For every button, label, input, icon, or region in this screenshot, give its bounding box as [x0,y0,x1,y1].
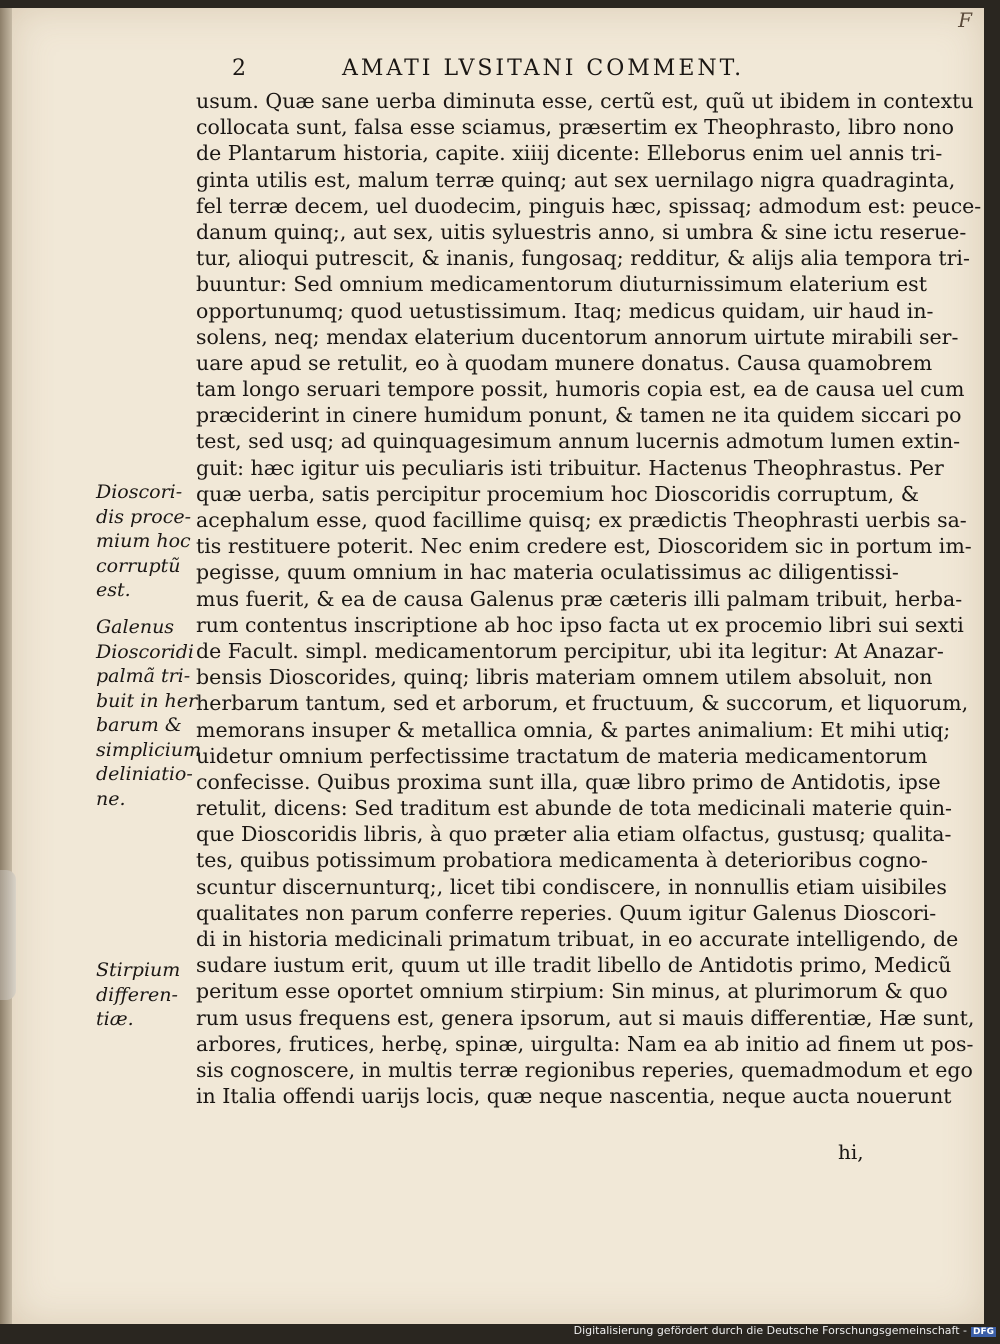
text-line: guit: hæc igitur uis peculiaris isti tribuitur. Hactenus Theophrastus. Per [196,455,944,480]
marginal-note-dioscorides [96,480,196,603]
marginal-note-line: buit in her [96,689,198,712]
text-line: fel terræ decem, uel duodecim, pinguis hæc, spissaq; admodum est: peuce- [196,193,982,218]
text-line: que Dioscoridis libris, à quo præter alia etiam olfactus, gustusq; qualita- [196,822,952,847]
marginal-note-stirpium [96,958,196,1032]
text-line: confecisse. Quibus proxima sunt illa, quæ libro primo de Antidotis, ipse [196,769,941,794]
marginal-note-line: Dioscoridi [96,640,194,663]
text-line: ginta utilis est, malum terræ quinq; aut sex uernilago nigra quadraginta, [196,167,956,192]
marginal-note-line: corruptũ [96,554,181,577]
text-line: bensis Dioscorides, quinq; libris materiam omnem utilem absoluit, non [196,665,933,690]
text-line: pegisse, quum omnium in hac materia oculatissimus ac diligentissi- [196,560,899,585]
page-header [232,52,812,86]
text-line: tis restituere poterit. Nec enim credere est, Dioscoridem sic in portum im- [196,534,972,559]
marginal-note-line: dis proce- [96,505,192,528]
text-line: di in historia medicinali primatum tribuat, in eo accurate intelligendo, de [196,927,959,951]
text-line: herbarum tantum, sed et arborum, et fructuum, & succorum, et liquorum, [196,691,969,716]
text-line: uare apud se retulit, eo à quodam munere donatus. Causa quamobrem [196,350,933,375]
text-line: rum usus frequens est, genera ipsorum, aut si mauis differentiæ, Hæ sunt, [196,1005,975,1030]
text-line: opportunumq; quod uetustissimum. Itaq; medicus quidam, uir haud in- [196,298,934,323]
text-line: tes, quibus potissimum probatiora medicamenta à deterioribus cogno- [196,848,928,873]
text-line: tur, alioqui putrescit, & inanis, fungosaq; redditur, & alijs alia tempora tri- [196,246,970,271]
marginal-note-line: Dioscori- [96,481,183,503]
text-line: usum. Quæ sane uerba diminuta esse, certũ est, quũ ut ibidem in contextu [196,89,974,113]
marginal-note-line: ne. [96,787,126,810]
marginal-note-line: est. [96,579,131,601]
text-line: peritum esse oportet omnium stirpium: Sin minus, at plurimorum & quo [196,979,948,1004]
text-line: memorans insuper & metallica omnia, & partes animalium: Et mihi utiq; [196,717,951,742]
text-line: quæ uerba, satis percipitur procemium hoc Dioscoridis corruptum, & [196,481,919,506]
text-line: buuntur: Sed omnium medicamentorum diuturnissimum elaterium est [196,272,927,297]
marginal-note-line: mium hoc [96,530,191,552]
text-line: danum quinq;, aut sex, uitis syluestris anno, si umbra & sine ictu reserue- [196,219,967,244]
main-text-block [196,88,982,1109]
text-line: sis cognoscere, in multis terræ regionibus reperies, quemadmodum et ego [196,1057,973,1082]
text-line: scuntur discernunturq;, licet tibi condiscere, in nonnullis etiam uisibiles [196,874,947,899]
text-line: de Facult. simpl. medicamentorum percipitur, ubi ita legitur: At Anazar- [196,638,944,663]
text-line: solens, neq; mendax elaterium ducentorum annorum uirtute mirabili ser- [196,324,959,349]
corner-mark: F [958,8,972,32]
marginal-note-line: Stirpium [96,959,181,981]
text-line: in Italia offendi uarijs locis, quæ neque nascentia, neque aucta nouerunt [196,1084,952,1109]
dfg-logo-icon: DFG [972,1327,994,1337]
text-line: qualitates non parum conferre reperies. Quum igitur Galenus Dioscori- [196,900,937,925]
text-line: præciderint in cinere humidum ponunt, & tamen ne ita quidem siccari po [196,403,962,428]
running-title: AMATI LVSITANI COMMENT. [342,56,745,81]
text-line: test, sed usq; ad quinquagesimum annum lucernis admotum lumen extin- [196,429,961,454]
text-line: de Plantarum historia, capite. xiiij dicente: Elleborus enim uel annis tri- [196,141,943,166]
footer-credit [568,1324,996,1342]
marginal-note-line: palmã tri- [96,665,191,687]
marginal-note-line: Galenus [96,616,175,638]
text-line: rum contentus inscriptione ab hoc ipso facta ut ex procemio libri sui sexti [196,612,964,637]
page-clip [0,870,16,1000]
text-line: mus fuerit, & ea de causa Galenus præ cæteris illi palmam tribuit, herba- [196,586,963,611]
text-line: uidetur omnium perfectissime tractatum de materia medicamentorum [196,743,928,768]
text-line: sudare iustum erit, quum ut ille tradit libello de Antidotis primo, Medicũ [196,953,952,978]
marginal-note-line: differen- [96,983,178,1006]
marginal-note-line: simplicium [96,738,202,761]
marginal-note-line: barum & [96,714,182,736]
footer-text: Digitalisierung gefördert durch die Deutsche Forschungsgemeinschaft - [573,1324,967,1337]
marginal-note-galenus [96,615,202,811]
page-number: 2 [232,56,246,81]
text-line: tam longo seruari tempore possit, humoris copia est, ea de causa uel cum [196,377,965,402]
text-line: collocata sunt, falsa esse sciamus, præsertim ex Theophrasto, libro nono [196,115,954,140]
catchword: hi, [838,1140,864,1164]
text-line: acephalum esse, quod facillime quisq; ex prædictis Theophrasti uerbis sa- [196,508,967,532]
text-line: arbores, frutices, herbę, spinæ, uirgulta: Nam ea ab initio ad finem ut pos- [196,1031,974,1056]
marginal-note-line: tiæ. [96,1008,134,1030]
marginal-note-line: deliniatio- [96,763,193,785]
text-line: retulit, dicens: Sed traditum est abunde de tota medicinali materie quin- [196,796,952,821]
